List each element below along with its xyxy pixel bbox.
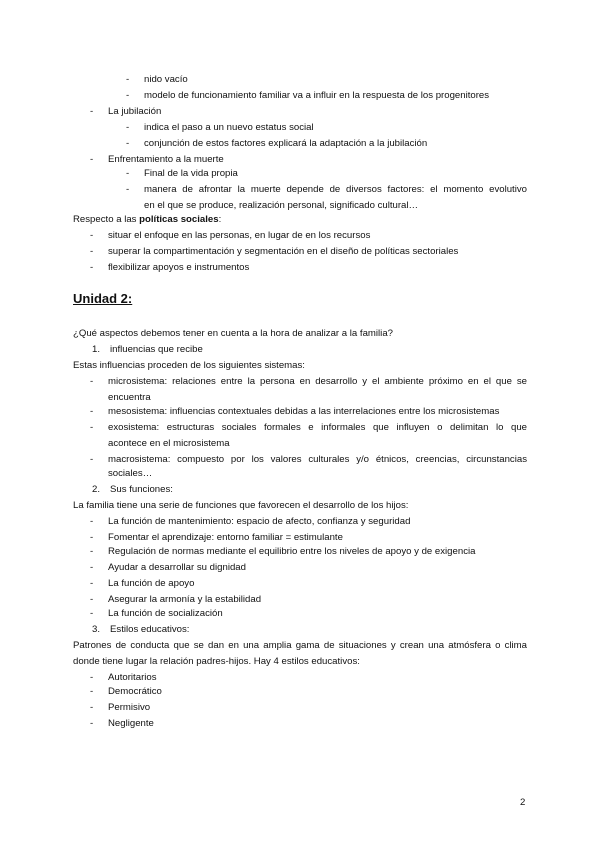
document-page: - nido vacío - modelo de funcionamiento familiar va a influir en la respuesta de los progenitores - La jubilación - indica el paso a un nuevo estatus social - conjunción de estos factores explicará la adaptación a la jubilación - Enfrentamiento a la muerte - Final de la vida propia - manera de afrontar la muerte depende de diversos factores: el momento evolutivo en el que se produce, realización personal, significado cultural… Respecto a las políticas sociales: - situar el enfoque en las personas, en lugar de en los recursos - superar la compartimentación y segmentación en el diseño de políticas sectoriales - flexibilizar apoyos e instrumentos Unidad 2: ¿Qué aspectos debemos tener en cuenta a la hora de analizar a la familia? 1. influencias que recibe Estas influencias proceden de los siguientes sistemas: - microsistema: relaciones entre la persona en desarrollo y el ambiente próximo en el que se encuentra - mesosistema: influencias contextuales debidas a las interrelaciones entre los microsistemas - exosistema: estructuras sociales formales e informales que influyen o delimitan lo que acontece en el microsistema - macrosistema: compuesto por los valores culturales y/o étnicos, creencias, circunstancias sociales… 2. Sus funciones: La familia tiene una serie de funciones que favorecen el desarrollo de los hijos: - La función de mantenimiento: espacio de afecto, confianza y seguridad - Fomentar el aprendizaje: entorno familiar = estimulante - Regulación de normas mediante el equilibrio entre los niveles de apoyo y de exigencia - Ayudar a desarrollar su dignidad - La función de apoyo - Asegurar la armonía y la estabilidad - La función de socialización 3. Estilos educativos: Patrones de conducta que se dan en una amplia gama de situaciones y crean una atmósfera o clima donde tiene lugar la relación padres-hijos. Hay 4 estilos educativos: - Autoritarios - Democrático - Permisivo - Negligente 2 [73,74,527,808]
list-item-text: La función de apoyo [108,578,195,589]
bullet-dash: - [90,672,94,683]
intro-text: Respecto a las [73,214,140,225]
bullet-dash: - [126,74,130,85]
list-item-text: Ayudar a desarrollar su dignidad [108,562,246,573]
list-item-text: nido vacío [144,74,188,85]
bullet-dash: - [90,454,94,465]
bullet-dash: - [90,376,94,387]
list-item-text: La función de mantenimiento: espacio de afecto, confianza y seguridad [108,516,411,527]
list-item-text: Democrático [108,686,162,697]
bullet-dash: - [90,154,94,165]
list-item-text: situar el enfoque en las personas, en lugar de en los recursos [108,230,371,241]
section-heading: Unidad 2: [73,291,133,306]
list-item-text: exosistema: estructuras sociales formales e informales que influyen o delimitan lo que [108,422,527,433]
bullet-dash: - [90,262,94,273]
bullet-dash: - [90,578,94,589]
list-item-text: Fomentar el aprendizaje: entorno familiar = estimulante [108,532,343,543]
item-number: 2. [92,484,101,495]
bullet-dash: - [90,422,94,433]
bullet-dash: - [126,138,130,149]
list-item-text: superar la compartimentación y segmentación en el diseño de políticas sectoriales [108,246,459,257]
list-item-text: La función de socialización [108,608,223,619]
bullet-dash: - [90,532,94,543]
bullet-dash: - [90,406,94,417]
bullet-dash: - [90,106,94,117]
list-item-text: indica el paso a un nuevo estatus social [144,122,314,133]
list-item-text: conjunción de estos factores explicará la adaptación a la jubilación [144,138,428,149]
bullet-dash: - [90,562,94,573]
bullet-dash: - [90,718,94,729]
list-item-text: en el que se produce, realización personal, significado cultural… [144,200,419,211]
bullet-dash: - [90,246,94,257]
list-item-text: encuentra [108,392,151,403]
list-item-text: microsistema: relaciones entre la persona en desarrollo y el ambiente próximo en el que se [108,376,527,387]
bullet-dash: - [126,122,130,133]
item-number: 3. [92,624,101,635]
list-item-text: Asegurar la armonía y la estabilidad [108,594,262,605]
list-item-text: Negligente [108,718,154,729]
list-item-text: La jubilación [108,106,162,117]
list-item-text: manera de afrontar la muerte depende de diversos factores: el momento evolutivo [144,184,527,195]
numbered-item-text: Sus funciones: [110,484,173,495]
list-item-text: macrosistema: compuesto por los valores culturales y/o étnicos, creencias, circunstancias [108,454,527,465]
bullet-dash: - [90,546,94,557]
item-number: 1. [92,344,101,355]
page-number: 2 [520,797,526,808]
bullet-dash: - [90,594,94,605]
bullet-dash: - [126,184,130,195]
list-item-text: Regulación de normas mediante el equilibrio entre los niveles de apoyo y de exigencia [108,546,476,557]
intro-bold-text: políticas sociales [139,214,219,225]
bullet-dash: - [90,702,94,713]
list-item-text: modelo de funcionamiento familiar va a influir en la respuesta de los progenitores [144,90,490,101]
bullet-dash: - [126,90,130,101]
numbered-item-text: influencias que recibe [110,344,203,355]
list-item-text: mesosistema: influencias contextuales debidas a las interrelaciones entre los microsistemas [108,406,500,417]
bullet-dash: - [90,608,94,619]
list-item-text: Permisivo [108,702,151,713]
list-item-text: acontece en el microsistema [108,438,230,449]
intro-colon: : [218,214,222,225]
bullet-dash: - [90,230,94,241]
bullet-dash: - [126,168,130,179]
list-item-text: Autoritarios [108,672,157,683]
list-item-text: flexibilizar apoyos e instrumentos [108,262,250,273]
numbered-item-text: Estilos educativos: [110,624,190,635]
bullet-dash: - [90,686,94,697]
list-item-text: sociales… [108,468,153,479]
list-item-text: Enfrentamiento a la muerte [108,154,224,165]
bullet-dash: - [90,516,94,527]
list-item-text: Final de la vida propia [144,168,238,179]
